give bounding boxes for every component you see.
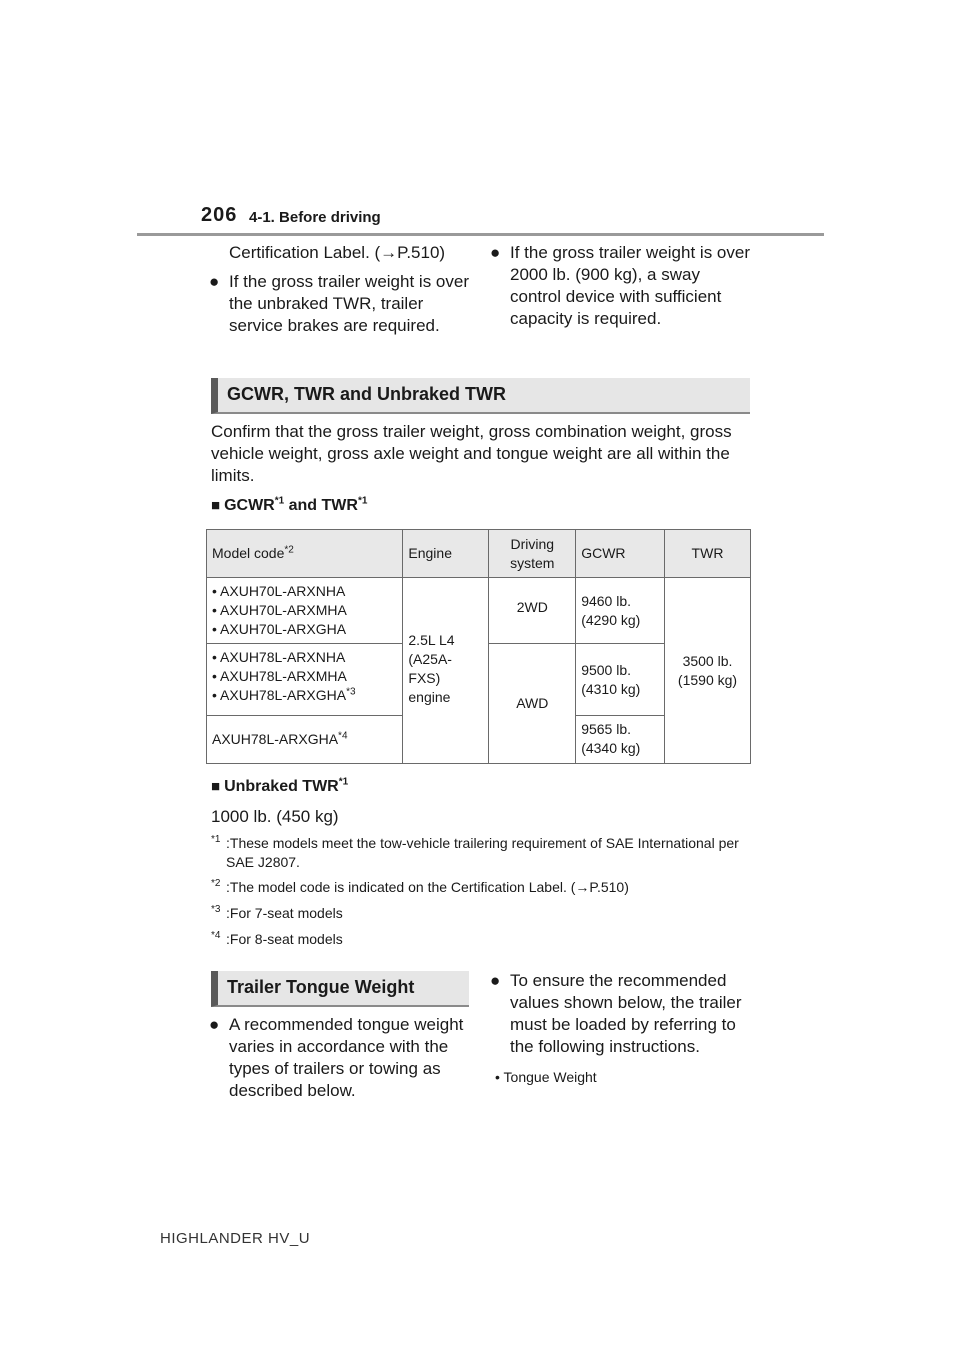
header-rule <box>137 233 824 236</box>
gcwr-intro: Confirm that the gross trailer weight, gross combination weight, gross vehicle weight, gross axle weight and tongue weight are all within the limits. <box>211 422 732 485</box>
bullet-sway-control <box>490 242 752 330</box>
th-gcwr: GCWR <box>576 530 665 578</box>
bullet-icon: ● <box>490 243 501 262</box>
gcwr-twr-table <box>206 529 751 764</box>
th-engine: Engine <box>403 530 489 578</box>
bullet-icon: ● <box>209 1015 220 1034</box>
top-right-column <box>490 242 752 330</box>
bullet-icon: ● <box>490 971 501 990</box>
bullet-text: If the gross trailer weight is over 2000 lb. (900 kg), a sway control device with sufficient capacity is required. <box>510 243 750 328</box>
tongue-right-column <box>490 970 752 1088</box>
engine-cell: 2.5L L4 (A25A-FXS) engine <box>403 578 489 764</box>
bullet-text: To ensure the recommended values shown below, the trailer must be loaded by referring to the following instructions. <box>510 971 742 1056</box>
bullet-unbraked-brakes <box>209 271 479 337</box>
continued-text: Certification Label. (→P.510) <box>229 243 446 262</box>
page-number: 206 <box>201 204 238 226</box>
bullet-text: If the gross trailer weight is over the unbraked TWR, trailer service brakes are required. <box>229 272 469 335</box>
drive-2wd-cell: 2WD <box>489 578 576 644</box>
table-row <box>207 578 751 644</box>
square-bullet-icon: ■ <box>211 778 221 795</box>
footnotes <box>211 834 756 949</box>
footnote-1: *1 :These models meet the tow-vehicle trailering requirement of SAE International per SAE J2807. <box>211 834 739 870</box>
footnote-2: *2 :The model code is indicated on the Certification Label. (→P.510) <box>211 878 629 895</box>
bullet-loading-instructions <box>490 970 752 1058</box>
bullet-text: A recommended tongue weight varies in accordance with the types of trailers or towing as described below. <box>229 1015 464 1100</box>
tongue-left-column <box>209 1014 471 1102</box>
th-twr: TWR <box>665 530 751 578</box>
model-cell-78l: • AXUH78L-ARXNHA • AXUH78L-ARXMHA • AXUH78L-ARXGHA$^{*3}$ <box>207 644 403 716</box>
th-model-code: Model code$^{*2}$ <box>207 530 403 578</box>
square-bullet-icon: ■ <box>211 497 221 514</box>
section-heading-tongue-weight: Trailer Tongue Weight <box>211 971 469 1007</box>
sub-item-tongue-weight: • Tongue Weight <box>495 1069 597 1085</box>
model-cell-78l-8seat: AXUH78L-ARXGHA$^{*4}$ <box>207 716 403 764</box>
subheading-gcwr-twr: ■ GCWR$^{*1}$ and TWR$^{*1}$ <box>211 495 368 514</box>
gcwr-cell-1: 9460 lb. (4290 kg) <box>576 578 665 644</box>
bullet-tongue-varies <box>209 1014 471 1102</box>
footnote-4: *4 :For 8-seat models <box>211 930 343 947</box>
footer-model: HIGHLANDER HV_U <box>160 1230 311 1247</box>
unbraked-twr-value: 1000 lb. (450 kg) <box>211 807 339 826</box>
footnote-3: *3 :For 7-seat models <box>211 904 343 921</box>
table-header-row <box>207 530 751 578</box>
section-title: 4-1. Before driving <box>249 209 381 226</box>
subheading-unbraked-twr: ■ Unbraked TWR$^{*1}$ <box>211 776 349 795</box>
top-left-column <box>209 242 479 337</box>
model-cell-70l: • AXUH70L-ARXNHA • AXUH70L-ARXMHA • AXUH70L-ARXGHA <box>207 578 403 644</box>
th-driving-system: Driving system <box>489 530 576 578</box>
gcwr-cell-2: 9500 lb. (4310 kg) <box>576 644 665 716</box>
gcwr-cell-3: 9565 lb. (4340 kg) <box>576 716 665 764</box>
twr-cell: 3500 lb. (1590 kg) <box>665 578 751 764</box>
drive-awd-cell: AWD <box>489 644 576 764</box>
bullet-icon: ● <box>209 272 220 291</box>
section-heading-gcwr: GCWR, TWR and Unbraked TWR <box>211 378 750 414</box>
